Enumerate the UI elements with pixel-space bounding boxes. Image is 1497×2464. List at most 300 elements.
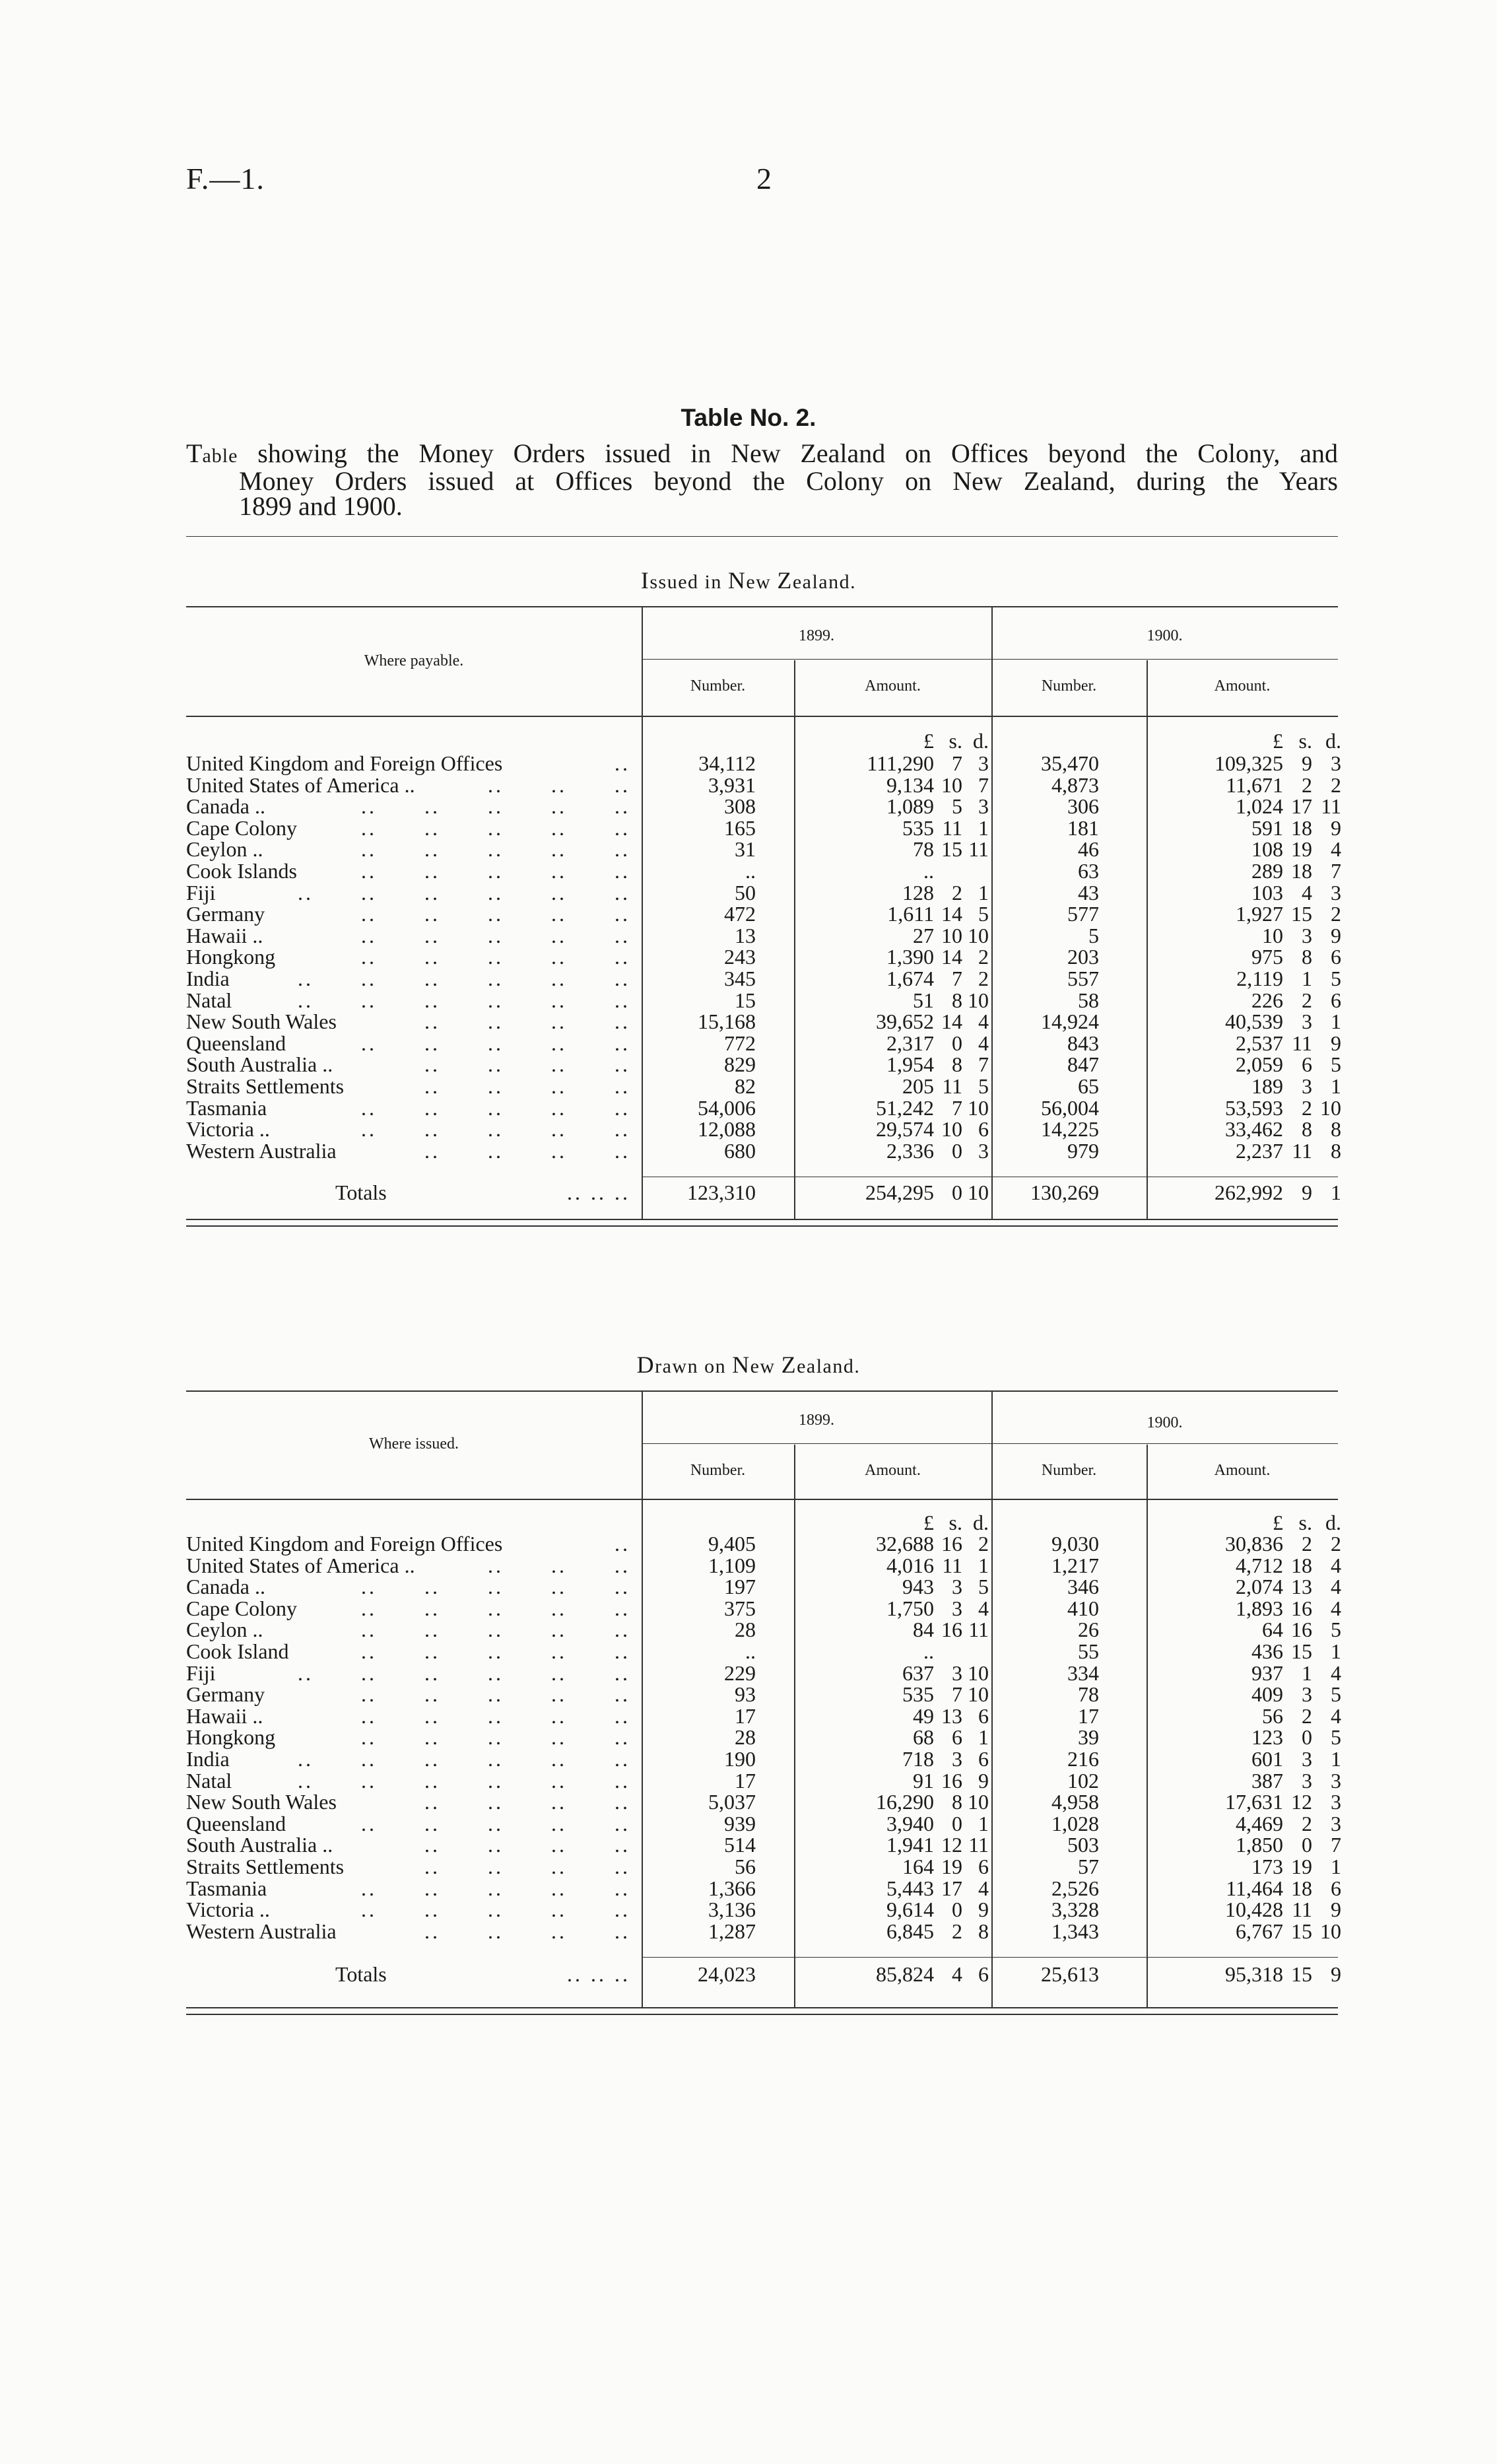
amount-1899-pounds: 1,674 [886, 967, 934, 990]
amount-1900-pence: 5 [1331, 1725, 1341, 1750]
amount-1900-shillings: 3 [1302, 923, 1312, 947]
leader-dots: .. .. .. .. .. .. [298, 1747, 630, 1771]
amount-1899-pounds: 9,134 [886, 772, 934, 797]
number-1900-cell: 4,958 [1051, 1790, 1099, 1814]
table-row [0, 1641, 1497, 1662]
number-1899-cell: 345 [724, 967, 756, 990]
amount-1899-pounds: 29,574 [876, 1117, 934, 1142]
amount-1900-pence: 10 [1320, 1919, 1341, 1943]
amount-1899-shillings: 14 [941, 902, 962, 926]
table-row [0, 1727, 1497, 1748]
number-1900-cell: 843 [1067, 1031, 1099, 1055]
amount-1899-shillings: 11 [942, 1074, 962, 1098]
issued-section-title: Issued in New Zealand. [640, 567, 857, 594]
number-1899-cell: 3,931 [708, 772, 756, 797]
place-cell: South Australia .. [186, 1833, 333, 1857]
amount-1900-shillings: 15 [1291, 1639, 1312, 1663]
amount-1900-pounds: 123 [1251, 1725, 1283, 1750]
amount-1899-shillings: 7 [952, 1682, 962, 1707]
table-row [0, 817, 1497, 838]
amount-1899-pounds: 78 [913, 837, 934, 862]
drawn-units-row: £ s. d. £ s. d. [923, 1511, 1341, 1534]
leader-dots: .. .. .. .. .. [361, 1639, 630, 1663]
place-cell: Hongkong [186, 945, 276, 969]
drawn-totals-row: Totals .. .. .. 24,023 85,824 4 6 25,613 95,318 15 9 [335, 1962, 1341, 1986]
amount-1899-shillings: 10 [941, 923, 962, 947]
table-row [0, 1770, 1497, 1791]
drawn-year-divider [991, 1392, 993, 1499]
number-1899-cell: 829 [724, 1052, 756, 1077]
place-cell: India [186, 1747, 230, 1771]
amount-1899-shillings: 12 [941, 1833, 962, 1857]
amount-1900-pence: 1 [1331, 1074, 1341, 1098]
amount-1900-pounds: 1,850 [1236, 1833, 1283, 1857]
number-1899-cell: 1,109 [708, 1553, 756, 1577]
amount-1899-pounds: 1,089 [886, 794, 934, 819]
amount-1900-pence: 9 [1331, 1898, 1341, 1922]
amount-1899-pence: 6 [978, 1703, 989, 1728]
amount-1900-pence: 2 [1331, 902, 1341, 926]
number-1900-cell: 1,028 [1051, 1811, 1099, 1835]
amount-1899-shillings: 19 [941, 1855, 962, 1878]
place-cell: Western Australia [186, 1919, 337, 1943]
number-1899-cell: 197 [724, 1575, 756, 1599]
amount-1900-pence: 9 [1331, 815, 1341, 840]
number-1900-cell: 35,470 [1041, 751, 1099, 775]
amount-1899-pence: 4 [978, 1596, 989, 1620]
amount-1900-shillings: 4 [1302, 880, 1312, 905]
issued-units-row: £ s. d. £ s. d. [923, 729, 1341, 753]
table-row [0, 990, 1497, 1011]
place-cell: Cook Islands [186, 859, 297, 883]
number-1899-cell: 17 [735, 1768, 756, 1793]
leader-dots: .. .. .. .. .. .. [298, 1660, 630, 1685]
amount-1899-shillings: 10 [941, 1117, 962, 1142]
table-row [0, 968, 1497, 989]
amount-1899-pounds: 51,242 [876, 1095, 934, 1120]
amount-1900-pounds: 56 [1262, 1703, 1283, 1728]
place-cell: Canada .. [186, 794, 265, 819]
leader-dots: .. .. .. .. [424, 1855, 630, 1878]
amount-1900-pounds: 189 [1251, 1074, 1283, 1098]
amount-1899-pence: 10 [968, 988, 989, 1012]
amount-1899-pence: 5 [978, 1074, 989, 1098]
drawn-where-issued-label: Where issued. [369, 1435, 459, 1453]
amount-1900-shillings: 19 [1291, 837, 1312, 862]
table-row [0, 1813, 1497, 1834]
drawn-year-1899: 1899. [799, 1412, 834, 1429]
amount-1899-pounds: 39,652 [876, 1010, 934, 1034]
number-1899-cell: 82 [735, 1074, 756, 1098]
amount-1899-pence: 7 [978, 1052, 989, 1077]
amount-1899-shillings: 16 [941, 1618, 962, 1642]
amount-1899-pence: 1 [978, 880, 989, 905]
amount-1900-pounds: 2,237 [1236, 1138, 1283, 1163]
table-row [0, 1576, 1497, 1597]
amount-1899-shillings: 7 [952, 751, 962, 775]
amount-1900-pence: 2 [1331, 772, 1341, 797]
number-1899-cell: 13 [735, 923, 756, 947]
amount-1900-shillings: 1 [1302, 967, 1312, 990]
amount-1900-shillings: 11 [1292, 1031, 1312, 1055]
amount-1899-pounds: .. [923, 1639, 934, 1663]
amount-1900-pounds: 387 [1251, 1768, 1283, 1793]
number-1900-cell: 58 [1078, 988, 1099, 1012]
amount-1900-pence: 5 [1331, 1618, 1341, 1642]
amount-1899-pence: 7 [978, 772, 989, 797]
amount-1900-shillings: 16 [1291, 1596, 1312, 1620]
place-cell: Germany [186, 1682, 265, 1707]
place-cell: United States of America .. [186, 1553, 415, 1577]
amount-1899-pence: 5 [978, 1575, 989, 1599]
number-1900-cell: 55 [1078, 1639, 1099, 1663]
page-reference: F.—1. [186, 162, 265, 195]
number-1899-cell: 17 [735, 1703, 756, 1728]
amount-1900-shillings: 15 [1291, 902, 1312, 926]
issued-bottom-rule-2 [186, 1225, 1338, 1227]
number-1900-cell: 57 [1078, 1855, 1099, 1878]
place-cell: United States of America .. [186, 772, 415, 797]
page-number: 2 [756, 162, 772, 195]
amount-1899-pence: 1 [978, 815, 989, 840]
place-cell: Victoria .. [186, 1117, 270, 1142]
drawn-header-divider [642, 1392, 643, 1499]
number-1899-cell: 772 [724, 1031, 756, 1055]
amount-1900-shillings: 15 [1291, 1919, 1312, 1943]
drawn-header-bottom-rule [186, 1499, 1338, 1500]
number-1899-cell: 680 [724, 1138, 756, 1163]
amount-1900-pence: 1 [1331, 1747, 1341, 1771]
leader-dots: .. .. .. .. .. [361, 815, 630, 840]
amount-1900-shillings: 3 [1302, 1768, 1312, 1793]
amount-1899-pence: 10 [968, 1682, 989, 1707]
amount-1899-shillings: 0 [952, 1031, 962, 1055]
amount-1900-pounds: 173 [1251, 1855, 1283, 1878]
place-cell: Natal [186, 988, 232, 1012]
place-cell: Victoria .. [186, 1898, 270, 1922]
number-1900-cell: 65 [1078, 1074, 1099, 1098]
amount-1900-pounds: 975 [1251, 945, 1283, 969]
amount-1900-pence: 9 [1331, 923, 1341, 947]
amount-1899-pounds: 27 [913, 923, 934, 947]
amount-1900-pence: 7 [1331, 1833, 1341, 1857]
number-1900-cell: 26 [1078, 1618, 1099, 1642]
amount-1900-pounds: 2,537 [1236, 1031, 1283, 1055]
amount-1900-pounds: 33,462 [1225, 1117, 1283, 1142]
amount-1900-shillings: 2 [1302, 1095, 1312, 1120]
place-cell: Hawaii .. [186, 923, 263, 947]
amount-1899-pounds: 943 [902, 1575, 934, 1599]
amount-1899-pence: 11 [968, 837, 989, 862]
place-cell: Cook Island [186, 1639, 289, 1663]
amount-1900-shillings: 12 [1291, 1790, 1312, 1814]
amount-1900-shillings: 18 [1291, 859, 1312, 883]
amount-1899-pence: 6 [978, 1117, 989, 1142]
amount-1900-shillings: 2 [1302, 1532, 1312, 1556]
amount-1899-pounds: 1,750 [886, 1596, 934, 1620]
amount-1900-shillings: 17 [1291, 794, 1312, 819]
number-1900-cell: 557 [1067, 967, 1099, 990]
amount-1899-pounds: 205 [902, 1074, 934, 1098]
number-1900-cell: 17 [1078, 1703, 1099, 1728]
table-row [0, 1684, 1497, 1705]
number-1900-cell: 56,004 [1041, 1095, 1099, 1120]
number-1899-cell: 229 [724, 1660, 756, 1685]
leader-dots: .. .. .. .. .. [361, 923, 630, 947]
leader-dots: .. .. .. .. .. [361, 837, 630, 862]
amount-1899-pounds: 535 [902, 815, 934, 840]
amount-1899-pounds: 128 [902, 880, 934, 905]
amount-1899-shillings: 2 [952, 1919, 962, 1943]
amount-1900-shillings: 0 [1302, 1833, 1312, 1857]
number-1900-cell: 78 [1078, 1682, 1099, 1707]
number-1899-cell: 5,037 [708, 1790, 756, 1814]
place-cell: Ceylon .. [186, 837, 263, 862]
table-row [0, 1748, 1497, 1769]
number-1899-cell: 939 [724, 1811, 756, 1835]
number-1900-cell: 46 [1078, 837, 1099, 862]
drawn-header-top-rule [186, 1390, 1338, 1392]
amount-1900-shillings: 2 [1302, 988, 1312, 1012]
number-1900-cell: 410 [1067, 1596, 1099, 1620]
amount-1900-pounds: 591 [1251, 815, 1283, 840]
amount-1899-pence: 4 [978, 1876, 989, 1900]
amount-1899-pence: 1 [978, 1553, 989, 1577]
number-1900-cell: 577 [1067, 902, 1099, 926]
amount-1899-pence: 10 [968, 1790, 989, 1814]
amount-1900-pence: 9 [1331, 1031, 1341, 1055]
place-cell: Fiji [186, 880, 216, 905]
amount-1900-pounds: 10,428 [1225, 1898, 1283, 1922]
leader-dots: .. .. .. .. .. [361, 1596, 630, 1620]
amount-1899-pence: 3 [978, 1138, 989, 1163]
number-1899-cell: 28 [735, 1618, 756, 1642]
number-1899-cell: .. [745, 859, 756, 883]
leader-dots: .. .. .. .. [424, 1919, 630, 1943]
table-row [0, 838, 1497, 860]
table-row [0, 1555, 1497, 1576]
number-1900-cell: 503 [1067, 1833, 1099, 1857]
amount-1900-shillings: 18 [1291, 1553, 1312, 1577]
amount-1900-pence: 4 [1331, 1596, 1341, 1620]
amount-1900-pounds: 6,767 [1236, 1919, 1283, 1943]
amount-1900-shillings: 3 [1302, 1010, 1312, 1034]
drawn-totals-rule [642, 1957, 1338, 1958]
amount-1900-pounds: 30,836 [1225, 1532, 1283, 1556]
amount-1899-pounds: 32,688 [876, 1532, 934, 1556]
place-cell: United Kingdom and Foreign Offices [186, 751, 503, 775]
table-row [0, 1011, 1497, 1032]
table-row [0, 1856, 1497, 1877]
amount-1900-shillings: 13 [1291, 1575, 1312, 1599]
amount-1900-pence: 2 [1331, 1532, 1341, 1556]
amount-1900-pence: 7 [1331, 859, 1341, 883]
amount-1899-shillings: 8 [952, 1052, 962, 1077]
amount-1899-pence: 10 [968, 1660, 989, 1685]
table-row [0, 774, 1497, 796]
number-1900-cell: 14,924 [1041, 1010, 1099, 1034]
leader-dots: .. .. .. .. .. .. [298, 988, 630, 1012]
amount-1900-pounds: 937 [1251, 1660, 1283, 1685]
amount-1900-pounds: 11,464 [1226, 1876, 1283, 1900]
table-row [0, 1076, 1497, 1097]
amount-1899-shillings: 16 [941, 1532, 962, 1556]
amount-1899-pounds: 164 [902, 1855, 934, 1878]
amount-1900-pence: 8 [1331, 1117, 1341, 1142]
number-1899-cell: 31 [735, 837, 756, 862]
amount-1899-pounds: 3,940 [886, 1811, 934, 1835]
number-1899-cell: 9,405 [708, 1532, 756, 1556]
number-1899-cell: 15 [735, 988, 756, 1012]
amount-1900-pence: 3 [1331, 1790, 1341, 1814]
leader-dots: .. .. .. .. [424, 1790, 630, 1814]
amount-1899-pence: 1 [978, 1725, 989, 1750]
issued-year-1900: 1900. [1147, 627, 1183, 644]
leader-dots: .. .. .. .. [424, 1052, 630, 1077]
amount-1899-pence: 1 [978, 1811, 989, 1835]
table-row [0, 753, 1497, 774]
number-1900-cell: 979 [1067, 1138, 1099, 1163]
place-cell: Canada .. [186, 1575, 265, 1599]
amount-1900-pounds: 109,325 [1214, 751, 1283, 775]
amount-1900-pounds: 1,893 [1236, 1596, 1283, 1620]
amount-1899-pounds: 4,016 [886, 1553, 934, 1577]
amount-1899-pence: 11 [968, 1833, 989, 1857]
issued-1899-number-header: Number. [690, 677, 746, 695]
amount-1900-shillings: 18 [1291, 1876, 1312, 1900]
leader-dots: .. .. .. .. .. .. [298, 1768, 630, 1793]
amount-1900-shillings: 6 [1302, 1052, 1312, 1077]
amount-1900-pounds: 1,024 [1236, 794, 1283, 819]
amount-1899-pounds: 9,614 [886, 1898, 934, 1922]
table-row [0, 1118, 1497, 1140]
amount-1900-pence: 4 [1331, 1553, 1341, 1577]
amount-1899-pounds: 637 [902, 1660, 934, 1685]
amount-1900-shillings: 16 [1291, 1618, 1312, 1642]
number-1899-cell: 243 [724, 945, 756, 969]
amount-1900-pence: 3 [1331, 751, 1341, 775]
table-row [0, 946, 1497, 967]
place-cell: United Kingdom and Foreign Offices [186, 1532, 503, 1556]
leader-dots: .. .. .. .. [424, 1833, 630, 1857]
amount-1899-shillings: 17 [941, 1876, 962, 1900]
number-1899-cell: 15,168 [698, 1010, 756, 1034]
leader-dots: .. .. .. .. .. .. [298, 967, 630, 990]
amount-1900-shillings: 9 [1302, 751, 1312, 775]
table-row [0, 1834, 1497, 1855]
number-1900-cell: 306 [1067, 794, 1099, 819]
amount-1899-pounds: 49 [913, 1703, 934, 1728]
amount-1899-pence: 4 [978, 1010, 989, 1034]
amount-1900-pence: 6 [1331, 1876, 1341, 1900]
number-1900-cell: 102 [1067, 1768, 1099, 1793]
amount-1900-shillings: 2 [1302, 1811, 1312, 1835]
number-1899-cell: 12,088 [698, 1117, 756, 1142]
leader-dots: .. .. .. .. .. [361, 1682, 630, 1707]
number-1899-cell: 190 [724, 1747, 756, 1771]
amount-1900-pence: 5 [1331, 1052, 1341, 1077]
amount-1900-pence: 6 [1331, 988, 1341, 1012]
amount-1900-pounds: 226 [1251, 988, 1283, 1012]
issued-year-divider [991, 607, 993, 716]
table-row [0, 1054, 1497, 1075]
number-1899-cell: 308 [724, 794, 756, 819]
amount-1900-pounds: 10 [1262, 923, 1283, 947]
number-1899-cell: 514 [724, 1833, 756, 1857]
drawn-year-1900: 1900. [1147, 1414, 1183, 1431]
drawn-year-rule [642, 1443, 1338, 1444]
amount-1900-pence: 5 [1331, 1682, 1341, 1707]
amount-1899-pence: 2 [978, 945, 989, 969]
number-1900-cell: 39 [1078, 1725, 1099, 1750]
number-1899-cell: 3,136 [708, 1898, 756, 1922]
table-row [0, 882, 1497, 903]
place-cell: Natal [186, 1768, 232, 1793]
amount-1900-pounds: 103 [1251, 880, 1283, 905]
amount-1900-shillings: 19 [1291, 1855, 1312, 1878]
number-1900-cell: 43 [1078, 880, 1099, 905]
issued-year-1899: 1899. [799, 627, 834, 644]
drawn-1900-number-header: Number. [1041, 1462, 1097, 1479]
drawn-bottom-rule-1 [186, 2007, 1338, 2008]
leader-dots: .. .. .. .. .. [361, 1898, 630, 1922]
table-row [0, 1097, 1497, 1118]
amount-1900-shillings: 11 [1292, 1898, 1312, 1922]
amount-1900-shillings: 11 [1292, 1138, 1312, 1163]
caption-rule [186, 536, 1338, 537]
amount-1899-pounds: 1,390 [886, 945, 934, 969]
leader-dots: .. .. .. .. [424, 1074, 630, 1098]
table-row [0, 925, 1497, 946]
amount-1900-pence: 4 [1331, 1575, 1341, 1599]
amount-1899-shillings: 8 [952, 1790, 962, 1814]
drawn-1899-amount-header: Amount. [865, 1462, 921, 1479]
amount-1900-shillings: 8 [1302, 945, 1312, 969]
leader-dots: .. .. .. .. .. [361, 902, 630, 926]
amount-1900-pounds: 53,593 [1225, 1095, 1283, 1120]
amount-1900-pence: 1 [1331, 1855, 1341, 1878]
amount-1900-pounds: 108 [1251, 837, 1283, 862]
amount-1900-pounds: 409 [1251, 1682, 1283, 1707]
amount-1899-pounds: 2,317 [886, 1031, 934, 1055]
amount-1900-pounds: 2,119 [1236, 967, 1283, 990]
amount-1900-pence: 1 [1331, 1010, 1341, 1034]
leader-dots: .. .. .. .. .. [361, 1618, 630, 1642]
issued-where-payable-label: Where payable. [364, 652, 464, 669]
amount-1899-pence: 8 [978, 1919, 989, 1943]
amount-1899-pounds: 91 [913, 1768, 934, 1793]
table-row [0, 1140, 1497, 1161]
amount-1900-shillings: 8 [1302, 1117, 1312, 1142]
amount-1899-pence: 10 [968, 1095, 989, 1120]
leader-dots: .. .. .. .. [424, 1138, 630, 1163]
leader-dots: .. .. .. .. .. [361, 1876, 630, 1900]
amount-1900-pence: 4 [1331, 1660, 1341, 1685]
amount-1900-pounds: 11,671 [1226, 772, 1283, 797]
issued-header-bottom-rule [186, 716, 1338, 717]
amount-1899-shillings: 6 [952, 1725, 962, 1750]
place-cell: Queensland [186, 1811, 286, 1835]
number-1900-cell: 63 [1078, 859, 1099, 883]
amount-1899-pence: 10 [968, 923, 989, 947]
amount-1900-shillings: 18 [1291, 815, 1312, 840]
amount-1899-pounds: .. [923, 859, 934, 883]
number-1900-cell: 847 [1067, 1052, 1099, 1077]
amount-1899-pence: 9 [978, 1768, 989, 1793]
amount-1900-pence: 11 [1321, 794, 1341, 819]
drawn-1900-amount-header: Amount. [1214, 1462, 1271, 1479]
drawn-1899-number-header: Number. [690, 1462, 746, 1479]
